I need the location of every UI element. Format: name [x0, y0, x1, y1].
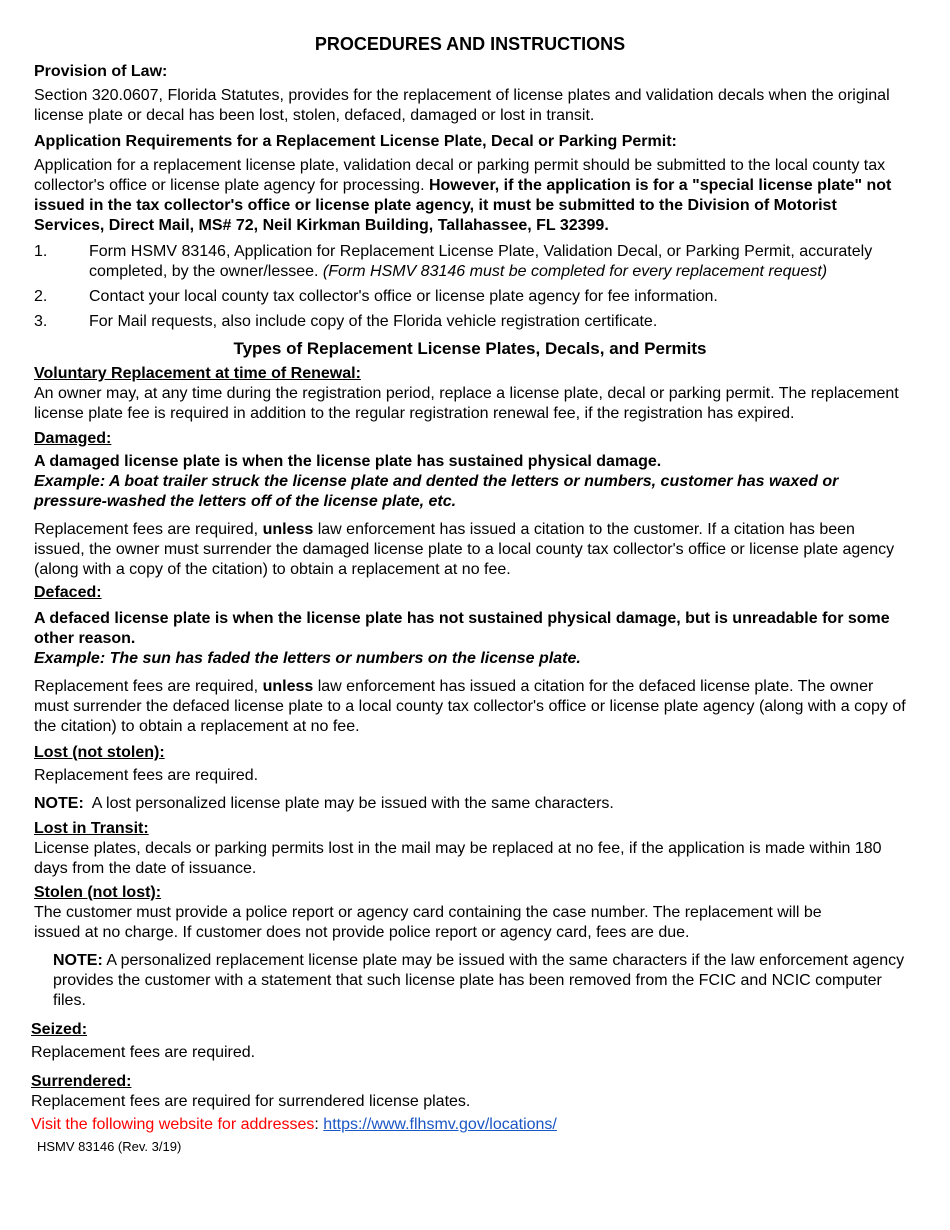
list-item-number: 3.: [34, 313, 48, 330]
stolen-note-text: A personalized replacement license plate may be issued with the same characters if the law enforcement agency provides the customer with a statement that such license plate has been removed from the FCIC and NCIC computer files.: [53, 952, 905, 1009]
website-label: Visit the following website for addresses: [31, 1116, 315, 1133]
list-item-text: [89, 242, 906, 282]
damaged-fees-post: law enforcement has issued a citation to the customer. If a citation has been issued, the owner must surrender the damaged license plate to a local county tax collector's office or license plate agency (along with a copy of the citation) to obtain a replacement at no fee.: [34, 521, 895, 578]
defaced-definition: A defaced license plate is when the license plate has not sustained physical damage, but is unreadable for some other reason.: [34, 610, 890, 647]
lost-note-text: A lost personalized license plate may be issued with the same characters.: [83, 795, 614, 812]
seized-text: Replacement fees are required.: [31, 1044, 256, 1061]
damaged-heading: Damaged:: [34, 430, 112, 447]
voluntary-heading: Voluntary Replacement at time of Renewal:: [34, 365, 361, 382]
types-title: Types of Replacement License Plates, Decals, and Permits: [233, 339, 707, 358]
list-item: [34, 242, 906, 282]
defaced-fees-post: law enforcement has issued a citation for the defaced license plate. The owner must surrender the defaced license plate to a local county tax collector's office or license plate agency (along with a copy of the citation) to obtain a replacement at no fee.: [34, 678, 906, 735]
website-colon: :: [314, 1116, 324, 1133]
page-title: PROCEDURES AND INSTRUCTIONS: [314, 34, 626, 54]
website-line: [31, 1115, 906, 1135]
document-page: [31, 30, 906, 1155]
list-item-text: For Mail requests, also include copy of the Florida vehicle registration certificate.: [89, 313, 658, 330]
transit-heading: Lost in Transit:: [34, 820, 149, 837]
lost-note: [34, 794, 906, 814]
stolen-heading: Stolen (not lost):: [34, 884, 162, 901]
list-item: [34, 287, 906, 307]
form-footer: HSMV 83146 (Rev. 3/19): [37, 1139, 182, 1154]
application-text-normal: Application for a replacement license plate, validation decal or parking permit should be submitted to the local county tax collector's office or license plate agency for processing.: [34, 157, 886, 194]
application-text-bold: However, if the application is for a "special license plate" not issued in the tax collector's office or license plate agency, it must be submitted to the Division of Motorist Services, Direct Mail, MS# 72, Neil Kirkman Building, Tallahassee, FL 32399.: [34, 177, 892, 234]
application-heading: Application Requirements for a Replacement License Plate, Decal or Parking Permit:: [34, 133, 677, 150]
defaced-fees: [34, 677, 906, 737]
damaged-definition: A damaged license plate is when the license plate has sustained physical damage.: [34, 453, 662, 470]
defaced-heading: Defaced:: [34, 584, 102, 601]
provision-text: Section 320.0607, Florida Statutes, provides for the replacement of license plates and validation decals when the original license plate or decal has been lost, stolen, defaced, damaged or lost in transit.: [34, 87, 890, 124]
list-item-text-normal: Form HSMV 83146, Application for Replacement License Plate, Validation Decal, or Parking Permit, accurately completed, by the owner/lessee.: [89, 243, 873, 280]
list-item-text: Contact your local county tax collector's office or license plate agency for fee information.: [89, 288, 718, 305]
damaged-example: Example: A boat trailer struck the license plate and dented the letters or numbers, customer has waxed or pressure-washed the letters off of the license plate, etc.: [34, 473, 839, 510]
damaged-fees-pre: Replacement fees are required,: [34, 521, 263, 538]
surrendered-heading: Surrendered:: [31, 1073, 132, 1090]
stolen-text: The customer must provide a police report or agency card containing the case number. The replacement will be issued at no charge. If customer does not provide police report or agency card, fees are due.: [34, 904, 822, 941]
seized-heading: Seized:: [31, 1021, 88, 1038]
stolen-note-label: NOTE:: [53, 952, 103, 969]
list-item: [34, 312, 906, 332]
defaced-fees-bold: unless: [262, 678, 314, 695]
lost-text: Replacement fees are required.: [34, 767, 259, 784]
list-item-number: 1.: [34, 243, 48, 260]
list-item-text-italic: (Form HSMV 83146 must be completed for every replacement request): [322, 263, 828, 280]
locations-link[interactable]: https://www.flhsmv.gov/locations/: [323, 1116, 557, 1133]
damaged-fees-bold: unless: [262, 521, 314, 538]
damaged-fees: [34, 520, 906, 580]
defaced-example: Example: The sun has faded the letters or numbers on the license plate.: [34, 650, 581, 667]
lost-heading: Lost (not stolen):: [34, 744, 165, 761]
defaced-fees-pre: Replacement fees are required,: [34, 678, 263, 695]
requirements-list: [34, 242, 906, 332]
list-item-number: 2.: [34, 288, 48, 305]
lost-note-label: NOTE:: [34, 795, 84, 812]
stolen-note: [53, 951, 906, 1011]
application-text: [34, 156, 906, 236]
voluntary-text: An owner may, at any time during the registration period, replace a license plate, decal or parking permit. The replacement license plate fee is required in addition to the regular registration renewal fee, if the registration has expired.: [34, 385, 899, 422]
transit-text: License plates, decals or parking permits lost in the mail may be replaced at no fee, if the application is made within 180 days from the date of issuance.: [34, 840, 882, 877]
provision-heading: Provision of Law:: [34, 63, 168, 80]
surrendered-text: Replacement fees are required for surrendered license plates.: [31, 1093, 471, 1110]
